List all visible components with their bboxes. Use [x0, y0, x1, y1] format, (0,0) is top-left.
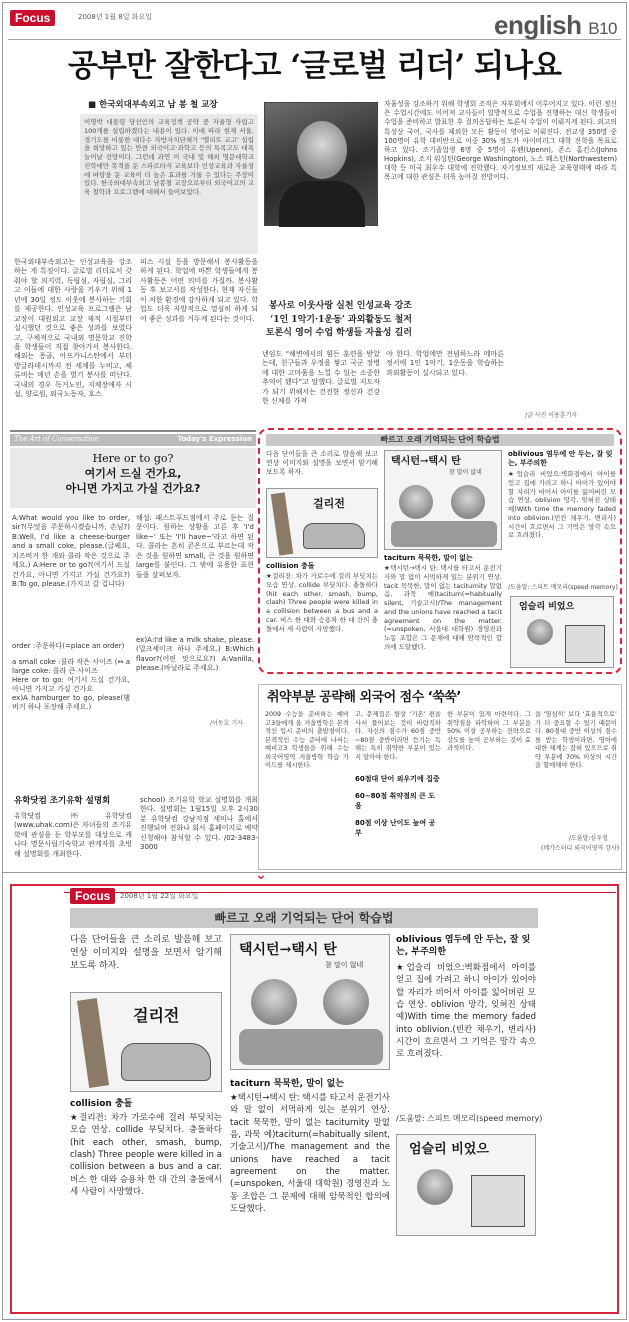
article-col-mid1: 넨임도 “해변에서의 힘든 훈련을 받았는데, 친구들과 우정을 쌓고 국군 장병에 대한 고마움을 느낄 수 있는 소중한 추억이 됐다”고 말했다. 글로벌 지도자가 되기 위해서는 건전한 정신과 건강한 신체를 가져 [262, 350, 380, 406]
section-title: english B10 [494, 10, 617, 40]
shopper-face-large [417, 1169, 453, 1205]
word3-head-large: oblivious 염두에 안 두는, 잘 잊는, 부주의한 [396, 935, 531, 958]
word2-body-large: ★택시턴→택시 탄: 택시를 타고서 운전기사와 말 없이 서먹하게 있는 분위기 연상. tacit 묵묵한, 말이 없는 taciturnity 말없음, 과묵 예)taciturn(=habitually silent, 기술고시)/The management and the unions have reached a tacit agreement on the matter.(=unspoken, 서울대 대학원) 경영진과 노동 조합은 그 문제에 대해 암묵적인 합의에 도달했다. [230, 1093, 390, 1214]
article2-credit-2: (메가스터디 외국어영역 강사) [541, 845, 620, 852]
cartoon3-caption: 엄슬리 비었으 [519, 602, 575, 612]
conversation-label: Today's Expression [177, 435, 252, 443]
driver-face [399, 485, 433, 519]
article2-subhead-2: 60~80점 취약점의 큰 도움 [355, 792, 435, 810]
conversation-title-en: Here or to go? [92, 452, 174, 465]
article2-subheads [355, 775, 441, 838]
gloss-order: order :주문하다(=place an order) [12, 642, 125, 650]
collision-cartoon [266, 488, 378, 558]
vocab-intro-bottom: 다음 단어들을 큰 소리로 발음해 보고 연상 이미지와 설명을 보면서 암기해 보도록 하자. [70, 935, 222, 972]
vocab-title-bottom: 빠르고 오래 기억되는 단어 학습법 [70, 908, 538, 928]
collision-cartoon-large [70, 992, 222, 1092]
vocab-intro-top: 다음 단어들을 큰 소리로 발음해 보고 연상 이미지와 설명을 보면서 암기해 보도록 하자. [266, 450, 378, 477]
enlarged-box [10, 884, 619, 1314]
word3-body: ★업슬리 비었으:벽화점에서 아이를 얻고 집에 가려고 하니 아이가 있어야 할 자리가 비어서 아이를 잃어버린 모습 연상. oblivion 망각, 잊혀진 상태 예)With time the memory faded into oblivion.(빈칸 채우기, 변리사) 시간이 흐르면서 그 기억은 망각 속으로 흐려졌다. [508, 470, 616, 540]
headline: 공부만 잘한다고 ‘글로벌 리더’ 되나요 [68, 48, 561, 84]
car-shape-large [121, 1043, 211, 1081]
oblivious-cartoon [510, 596, 614, 668]
taciturn-cartoon [384, 450, 502, 550]
article-col2: 피스 시설 등을 방문해서 봉사활동을 하게 된다. 학업에 바쁜 학생들에게 봉사활동은 어떤 의미를 가질까. 봉사활동 후 보고서를 작성한다. 현재 자신들이 처한 환경에 감사하게 되고 있다. 학업도 더욱 자발적으로 열심히 하게 되어 좋은 성과를 거두게 된다는 것이다. [140, 258, 258, 323]
word3-body-large: ★업슬리 비었으:벽화점에서 아이를 얻고 집에 가려고 하니 아이가 있어야 할 자리가 비어서 아이를 잃어버린 모습 연상. oblivion 망각, 잊혀진 상태 예)With time the memory faded into oblivion.(빈칸 채우기, 변리사) 시간이 흐르면서 그 기억은 망각 속으로 흐려졌다. [396, 963, 536, 1060]
passenger-face [451, 485, 485, 519]
top-bar [8, 6, 621, 40]
principal-face [297, 121, 347, 179]
news-body-2: school) 조기유학 학교 설명회를 개최한다. 설명회는 1월15일 오후 2시30분 유학닷컴 강남지점 세미나 홀에서 진행되며 전화나 회사 홈페이지로 예약 신청해야 참석할 수 있다. /02-3483-3000 [140, 796, 258, 852]
word1-body: ★걸리전: 차가 가로수에 걸려 부딪치는 모습 연상. collide 부딪치다. 충돌하다(hit each other, smash, bump, clash) Three people were killed in a collision between a bus and a car. 버스 한 대와 승용차 한 대 간의 충돌에서 세 사람이 사망했다. [266, 572, 378, 633]
conversation-dialogue: A:What would you like to order, sir?(무엇을 주문하시겠습니까, 손님?) B:Well, I'd like a cheese-burger and a small coke, please.(글쎄요, 치즈버거 한 개와 콜라 작은 것으로 주세요.) A:Here or to go?(여기서 드실 건가요, 아니면 가지고 가실 건가요?) B:To go, please.(가지고 갈 겁니다) [12, 514, 130, 589]
cartoon2-caption-large: 택시턴→택시 탄 [239, 942, 337, 958]
conversation-example: ex)A:I'd like a milk shake, please.(밀크셰이크 하나 주세요.) B:Which flavor?(어떤 맛으로요?) A:Vanilla, please.(바닐라로 주세요.) [136, 636, 254, 673]
word1-body-large: ★걸리전: 차가 가로수에 걸려 부딪치는 모습 연상. collide 부딪치다. 충돌하다(hit each other, smash, bump, clash) Three people were killed in a collision between a bus and a car. 버스 한 대와 승용차 한 대 간의 충돌에서 세 사람이 사망했다. [70, 1113, 222, 1197]
conversation-series: The Art of Conversation [14, 435, 100, 443]
divider-line [2, 872, 627, 873]
article-col1: 한국외대부속외고는 인성교육을 강조하는 게 특징이다. 글로벌 리더로서 갖춰야 할 의지력, 독립심, 자립심, 그리고 이들에 대한 사랑을 키우기 위해 1년에 30일 정도 이웃에 봉사하는 기회를 제공한다. 인성교육 프로그램은 남 교장이 대원외고 교장 재직 시절부터 실시했던 것으로 좋은 성과를 보였다고, 구체적으로 국내외 명문학교 진학을 학생들이 직접 찾아가서 봉사한다. 해외는 몽골, 아프가니스탄에서 부터 방글라데시까지 전 세계를 누비고, 체류비는 매년 손을 벌기 봉사를 떠난다. 국내의 경우 독거노인, 지체장애자 시설, 양로원, 외국노동자, 호스 [14, 258, 132, 399]
word1-head: collision 충돌 [266, 562, 315, 570]
gloss-example: ex)A hamburger to go, please(햄버거 하나 포장해 주세요.) [12, 694, 130, 712]
taxi-body-large [239, 1029, 383, 1065]
oblivious-cartoon-large [396, 1134, 536, 1236]
news-body-1: 유학닷컴 ㈜유학닷컴(www.uhak.com)은 자녀들의 조기유학에 관심을 둔 학부모를 대상으로 캐나다 명문사립기숙학교 관계자를 초빙해 설명회를 개최한다. [14, 812, 132, 858]
car-shape [303, 523, 365, 549]
cartoon2-caption: 택시턴→택시 탄 [391, 456, 461, 467]
news-title: 유학닷컴 조기유학 설명회 [14, 796, 111, 806]
down-arrow-icon: ⌄ [255, 867, 267, 883]
article-col3: 자율성을 강조하기 위해 학생회 조직은 자부회에서 이루어지고 있다. 이런 정신은 수업시간에도 이어져 교사들이 일방적으로 수업을 진행하는 대신 학생들이 수업을 준비하고 발표한 후 질의응답하는 토론식 수업이 이뤄지게 된다. 외고의 특성상 국어, 국사를 제외한 모든 활동이 영어로 이뤄진다. 전교생 350명 중 100명이 유학 대비반으로 이중 30% 정도가 아이비리그 대학 진학을 목표로 하고 있다. 조기졸업생 6명 중 5명이 유펜(Upenn), 존스 홉킨스(Johns Hopkins), 조지 워싱턴(George Washington), 노스 웨스턴(Northwestern) 대학 등 미국 최우수 대학에 진학했다. 자기정보의 새로운 교육형태에 따라 특목고에 대한 관심은 더욱 높아질 전망이다. [384, 100, 617, 182]
article2-credit-1: /도움말:심우철 [569, 835, 608, 842]
byline: ■ 한국외대부속외고 남 봉 철 교장 [88, 100, 218, 110]
word3-head: oblivious 염두에 안 두는, 잘 잊는, 부주의한 [508, 450, 613, 468]
conversation-title [10, 448, 256, 508]
article2-col1: 2009 수능을 준비하는 예비 고3들에게 올 겨울방학은 본격적인 입시 준비의 출발점이다. 본격적인 수능 준비에 나서는 예비고3 학생들을 위해 수능 외국어영역 겨울방학 학습 가이드를 제시한다. [265, 711, 349, 769]
cartoon1-caption: 걸리전 [313, 497, 345, 510]
shopper-face [527, 619, 553, 645]
article2-subhead-3: 80점 이상 난이도 높여 공부 [355, 819, 436, 837]
article2-title: 취약부분 공략해 외국어 점수 ‘쑥쑥’ [267, 690, 461, 705]
lead-paragraph: 이명박 대통령 당선인의 교육정책 공약 중 자율형 사립고 100개를 설립하겠다는 내용이 있다. 이에 따라 현재 서울, 경기도를 비롯한 대다수 자방자치단체가 ‘엘리트 교고’ 설립을 희망하고 있는 만큼 외국어고·과학고 등의 특목고도 대폭 늘어날 전망이다. 그런데 과연 이 국내 및 해외 명문대학교 진학에만 목적을 둔 스파르타식 교육보다 인성교육과 자율성에 바탕을 둔 교육이 더 높은 효과를 거둘 수 있다는 주장이 있다. 한국외대부속외고 남봉철 교장으로부터 외국어고의 교육 철학과 프로그램에 대해서 들어보았다. [80, 114, 258, 254]
driver-face-large [251, 979, 297, 1025]
article2-subhead-1: 60점대 단어 외우기에 집중 [355, 775, 440, 783]
word3-footnote: /도움말: 스피트 메모리(speed memory) [508, 584, 618, 591]
enlarged-brand: Focus [70, 888, 115, 904]
article2-box [258, 684, 622, 870]
article-col-mid2: 야 한다. 학업에만 전념하느라 메마른 정서에 1인 1악기, 1운동을 학습하는 과외활동이 실시되고 있다. [386, 350, 504, 377]
article2-col2: 고, 문제집은 항상 ‘기본’ 편을 사서 풀어보는 것이 바람직하다. 자신의 점수가 60점 중반~80점 중반이라면 듣기는 독해는 특히 취약한 부분이 있는지 알아야 한다. [355, 711, 441, 761]
cartoon3-caption-large: 엄슬리 비었으 [409, 1142, 489, 1157]
conversation-notes: 해설: 패스트푸드점에서 주로 듣는 질문이다. 원하는 상황을 고른 후 'I'd like~' 또는 'I'll have~'라고 하면 된다. 콜라는 흔히 콘은으로 부르는데 작은 것을 원하면 small, 큰 것을 원하면 large를 붙인다. 그 밖에 유용한 표현들을 살펴보자. [136, 514, 254, 579]
cartoon2-bubble: 참 말이 없네 [449, 469, 482, 476]
tree-trunk-large [77, 998, 109, 1088]
taxi-body [391, 521, 497, 547]
word2-body: ★택시턴→택시 탄: 택시를 타고서 운전기사와 말 없이 서먹하게 있는 분위기 연상. tacit 묵묵한, 말이 없는 taciturnity 말없음, 과묵 예)taciturn(=habitually silent, 기술고시)/The management and the unions have reached a tacit agreement on the matter.(=unspoken, 서울대 대학원) 경영진과 노동 조합은 그 문제에 대해 암묵적인 합의에 도달했다. [384, 564, 502, 651]
gloss-here-or-to-go: Here or to go: 여기서 드실 건가요, 아니면 가지고 가실 건가요 [12, 676, 130, 694]
conversation-header [10, 434, 256, 446]
word2-head-large: taciturn 묵묵한, 말이 없는 [230, 1079, 345, 1089]
word2-head: taciturn 묵묵한, 말이 없는 [384, 554, 473, 562]
principal-suit [279, 181, 365, 227]
word1-head-large: collision 충돌 [70, 1099, 133, 1109]
empty-cart-large [471, 1175, 525, 1227]
cartoon2-bubble-large: 참 말이 없네 [325, 961, 364, 969]
photo-credit: /글·사진 이용훈기자 [525, 412, 578, 419]
article2-col3: 한 부분이 있게 마련이다. 그 취약점을 파악하여 그 부분을 50% 이상 공부하는 전략으로 강도를 높여 공부하는 것이 효과적이다. [447, 711, 531, 752]
subheadline: 봉사로 이웃사랑 실천 인성교육 강조 ‘1인 1악기·1운동’ 과외활동도 철저 토론식 영어 수업 학생들 자율성 길러 [265, 301, 412, 338]
brand-logo: Focus [10, 10, 55, 26]
passenger-face-large [323, 979, 369, 1025]
issue-date: 2008년 1월 8일 화요일 [78, 13, 152, 21]
tree-trunk [271, 492, 293, 555]
gloss-small-coke: a small coke :콜라 작은 사이즈 (↔ a large coke: 콜라 큰 사이즈 [12, 658, 130, 676]
word3-footnote-large: /도움말: 스피트 메모리(speed memory) [396, 1114, 543, 1123]
cartoon1-caption-large: 걸리전 [133, 1006, 180, 1025]
vocab-title-top: 빠르고 오래 기억되는 단어 학습법 [266, 434, 614, 446]
article2-col4: 을 ‘열심히’ 보다 ‘효율적으로’ 가 더 중요할 수 있기 때문이다. 80점대 중반 이상의 점수를 받는 학생이라면, 영어에 대한 체계는 잡혀 있으므로 취약 부분에 70% 이상의 시간을 할애해야 한다. [535, 711, 617, 769]
conversation-title-ko2: 아니면 가지고 가실 건가요? [65, 481, 201, 495]
principal-photo [264, 102, 378, 226]
conversation-byline: /이동호 기자 [210, 720, 243, 727]
taciturn-cartoon-large [230, 934, 390, 1070]
conversation-title-ko1: 여기서 드실 건가요, [84, 466, 182, 480]
conversation-box [10, 430, 256, 780]
vocab-box-top [258, 428, 622, 674]
enlarged-date: 2008년 1월 22일 화요일 [120, 892, 199, 900]
empty-cart [565, 625, 605, 663]
